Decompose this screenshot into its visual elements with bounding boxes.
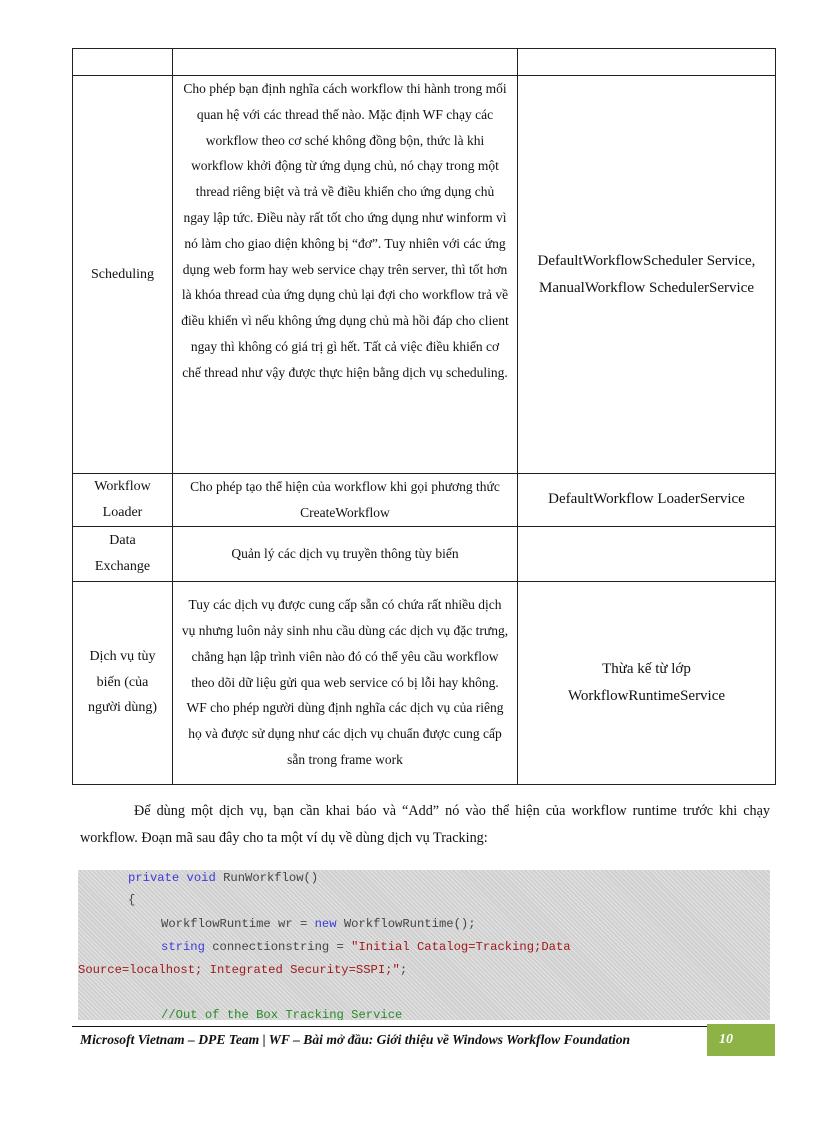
table-row [73, 76, 776, 474]
service-name-cell: Scheduling [73, 76, 173, 474]
table-row [73, 526, 776, 581]
table-row [73, 581, 776, 784]
code-line: WorkflowRuntime wr = new WorkflowRuntime(); [161, 917, 476, 931]
service-description-cell: Cho phép bạn định nghĩa cách workflow thi hành trong mối quan hệ với các thread thế nào. Mặc định WF chạy các workflow theo cơ sché không đồng bộn, thức là khi workflow khởi động từ ứng dụng chủ, nó chạy trong một thread riêng biệt và trả về điều khiển cho ứng dụng chủ ngay lập tức. Điều này rất tốt cho ứng dụng như winform vì nó làm cho giao diện không bị “đơ”. Tuy nhiên với các ứng dụng web form hay web service chạy trên server, thì tốt hơn là khóa thread của ứng dụng chủ lại đợi cho workflow trả về điều khiển vì nếu không ứng dụng chủ mà hồi đáp cho client ngay thì không có giá trị gì hết. Tất cả việc điều khiển cơ chế thread như vậy được thực hiện bằng dịch vụ scheduling. [173, 76, 518, 474]
body-paragraph [80, 798, 770, 852]
code-line: //Out of the Box Tracking Service [161, 1008, 403, 1020]
code-line: Source=localhost; Integrated Security=SSPI;"; [78, 963, 408, 977]
paragraph-text: Để dùng một dịch vụ, bạn cần khai báo và “Add” nó vào thể hiện của workflow runtime trước khi chạy workflow. Đoạn mã sau đây cho ta một ví dụ về dùng dịch vụ Tracking: [80, 803, 770, 846]
code-block [78, 870, 770, 1020]
code-line: { [128, 893, 136, 907]
service-name-cell: Dịch vụ tùy biến (của người dùng) [73, 581, 173, 784]
code-line: private void RunWorkflow() [128, 871, 319, 885]
code-line: string connectionstring = "Initial Catalog=Tracking;Data [161, 940, 571, 954]
page-number: 10 [707, 1024, 775, 1056]
service-implementation-cell: DefaultWorkflow LoaderService [518, 474, 776, 527]
service-name-cell [73, 49, 173, 76]
footer-text: Microsoft Vietnam – DPE Team | WF – Bài mở đầu: Giới thiệu về Windows Workflow Foundation [80, 1032, 631, 1047]
table-row [73, 49, 776, 76]
service-description-cell: Tuy các dịch vụ được cung cấp sẵn có chứa rất nhiều dịch vụ nhưng luôn nảy sinh nhu cầu dùng các dịch vụ đặc trưng, chẳng hạn lập trình viên nào đó có thể yêu cầu workflow theo dõi dữ liệu gửi qua web service có bị lỗi hay không. WF cho phép người dùng định nghĩa các dịch vụ của riêng họ và được sử dụng như các dịch vụ chuẩn được cung cấp sẵn trong frame work [173, 581, 518, 784]
service-implementation-cell: DefaultWorkflowScheduler Service, ManualWorkflow SchedulerService [518, 76, 776, 474]
service-implementation-cell: Thừa kế từ lớp WorkflowRuntimeService [518, 581, 776, 784]
table-row [73, 474, 776, 527]
service-description-cell: Cho phép tạo thể hiện của workflow khi gọi phương thức CreateWorkflow [173, 474, 518, 527]
service-name-cell: Workflow Loader [73, 474, 173, 527]
service-description-cell: Quản lý các dịch vụ truyền thông tùy biến [173, 526, 518, 581]
service-name-cell: Data Exchange [73, 526, 173, 581]
service-implementation-cell [518, 526, 776, 581]
service-description-cell [173, 49, 518, 76]
service-implementation-cell [518, 49, 776, 76]
services-table [72, 48, 776, 785]
footer-divider [72, 1026, 708, 1027]
